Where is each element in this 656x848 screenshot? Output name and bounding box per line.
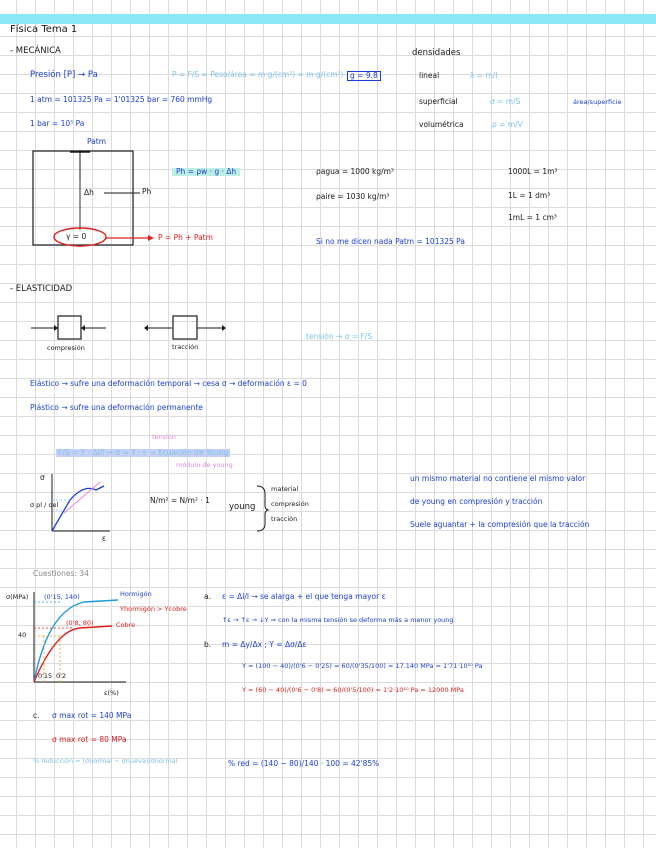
rho-agua: ρagua = 1000 kg/m³ <box>316 167 394 176</box>
note-line-3: Suele aguantar + la compresión que la tracción <box>410 520 590 529</box>
compresion-label: compresión <box>47 344 85 352</box>
area-note: área/superficie <box>573 98 622 106</box>
cobre-label: Cobre <box>116 621 136 629</box>
answer-a-label: a. <box>204 592 211 601</box>
page-title: Física Tema 1 <box>10 24 78 35</box>
cuestiones-title: Cuestiones: 34 <box>33 569 89 578</box>
answer-c-label: c. <box>33 711 40 720</box>
young-item-traccion: tracción <box>271 515 298 523</box>
superficial-formula: σ = m/S <box>490 97 521 106</box>
ph-label: Ph <box>142 187 152 196</box>
atm-equivalence: 1 atm = 101325 Pa = 1'01325 bar = 760 mmHg <box>30 95 213 104</box>
traccion-label: tracción <box>172 343 199 351</box>
g-value-box: g = 9.8 <box>347 71 381 81</box>
dh-label: Δh <box>84 188 94 197</box>
point-2: (0'8, 80) <box>66 619 94 627</box>
young-word: young <box>229 502 256 512</box>
young-calc-cobre: Y = (60 − 40)/(0'6 − 0'8) = 60/(0'5/100) = 1'2·10¹⁰ Pa = 12000 MPa <box>242 686 464 694</box>
tension-formula: tensión → σ = F/S <box>306 332 373 341</box>
units-equation: N/m² = N/m² · 1 <box>150 496 210 505</box>
point-1: (0'15, 140) <box>44 593 80 601</box>
young-item-compresion: compresión <box>271 500 309 508</box>
answer-b-formula: m = Δy/Δx ; Y = Δσ/Δε <box>222 640 307 649</box>
note-line-2: de young en compresión y tracción <box>410 497 543 506</box>
tick-x1: 0'15 <box>38 672 53 680</box>
presion-label: Presión [P] → Pa <box>30 70 98 80</box>
young-item-material: material <box>271 485 299 493</box>
lineal-formula: λ = m/l <box>470 71 498 80</box>
densidades-title: densidades <box>412 48 461 58</box>
compresion-block <box>58 316 81 339</box>
volumetrica-formula: ρ = m/V <box>492 120 523 129</box>
lineal-label: lineal <box>419 71 440 80</box>
young-comparison: Yhormigón > Ycobre <box>120 605 187 613</box>
rho-aire: ρaire = 1030 kg/m³ <box>316 192 390 201</box>
young-brace <box>257 486 268 531</box>
young-calc-hormigon: Y = (100 − 40)/(0'6 − 0'25) = 60/(0'35/100) = 17.140 MPa = 1'71·10¹⁰ Pa <box>242 662 483 670</box>
answer-b-label: b. <box>204 640 212 649</box>
presion-formula: P = F/S = Peso/área = m·g/(cm²) = m·g/(cm²) <box>172 70 344 79</box>
answer-c-line-1: σ max rot = 140 MPa <box>52 711 132 720</box>
graph-sigma-label: σ <box>40 473 45 482</box>
answer-a-line-2: ↑ε → ↑ε → ↓Y ⇒ con la misma tensión se deforma más a menor young <box>222 616 454 624</box>
container-box <box>33 151 133 245</box>
bar-equivalence: 1 bar = 10⁵ Pa <box>30 119 85 128</box>
reduccion-formula: % reducción = (σnormal − σnueva)/σnormal <box>33 757 178 765</box>
pressure-sum-eq: P = Ph + Patm <box>158 233 213 242</box>
volumetrica-label: volumétrica <box>419 120 464 129</box>
graph-eps-label: ε <box>102 534 107 543</box>
hormigon-label: Hormigón <box>120 590 152 598</box>
plastico-line: Plástico → sufre una deformación permanente <box>30 403 203 412</box>
gamma-zero: γ = 0 <box>66 232 87 241</box>
section-heading-elasticidad: - ELASTICIDAD <box>10 284 73 294</box>
q-axis-y-label: σ(MPa) <box>6 593 29 601</box>
stress-curve <box>52 486 104 531</box>
section-heading-mecanica: - MECÁNICA <box>10 46 61 56</box>
traccion-block <box>173 316 197 339</box>
tick-40: 40 <box>18 631 27 639</box>
q-axis-x-label: ε(%) <box>104 689 119 697</box>
answer-c-line-2: σ max rot = 80 MPa <box>52 735 127 744</box>
graph-sigma-small: σ pl / σel <box>30 501 59 509</box>
note-line-1: un mismo material no contiene el mismo valor <box>410 474 586 483</box>
volume-conversion-3: 1mL = 1 cm³ <box>508 213 557 222</box>
tick-x2: 0'2 <box>56 672 67 680</box>
volume-conversion-2: 1L = 1 dm³ <box>508 191 551 200</box>
hydrostatic-formula: Ph = ρw · g · Δh <box>172 168 240 176</box>
hormigon-curve <box>34 600 118 682</box>
young-equation: F/S = Y · Δl/l → σ = Y · ε ⇒ Ecuación de Young <box>58 448 229 457</box>
patm-label: Patm <box>87 137 107 146</box>
reduccion-result: % red = (140 − 80)/140 · 100 = 42'85% <box>228 759 380 768</box>
patm-default-note: Si no me dicen nada Patm = 101325 Pa <box>316 237 465 246</box>
elastico-line: Elástico → sufre una deformación temporal → cesa σ → deformación ε = 0 <box>30 379 307 388</box>
superficial-label: superficial <box>419 97 458 106</box>
tension-note: tensión <box>152 433 176 441</box>
modulo-note: módulo de young <box>176 461 233 469</box>
volume-conversion-1: 1000L = 1m³ <box>508 167 558 176</box>
answer-a-line-1: ε = Δl/l → se alarga + el que tenga mayor ε <box>222 592 386 601</box>
